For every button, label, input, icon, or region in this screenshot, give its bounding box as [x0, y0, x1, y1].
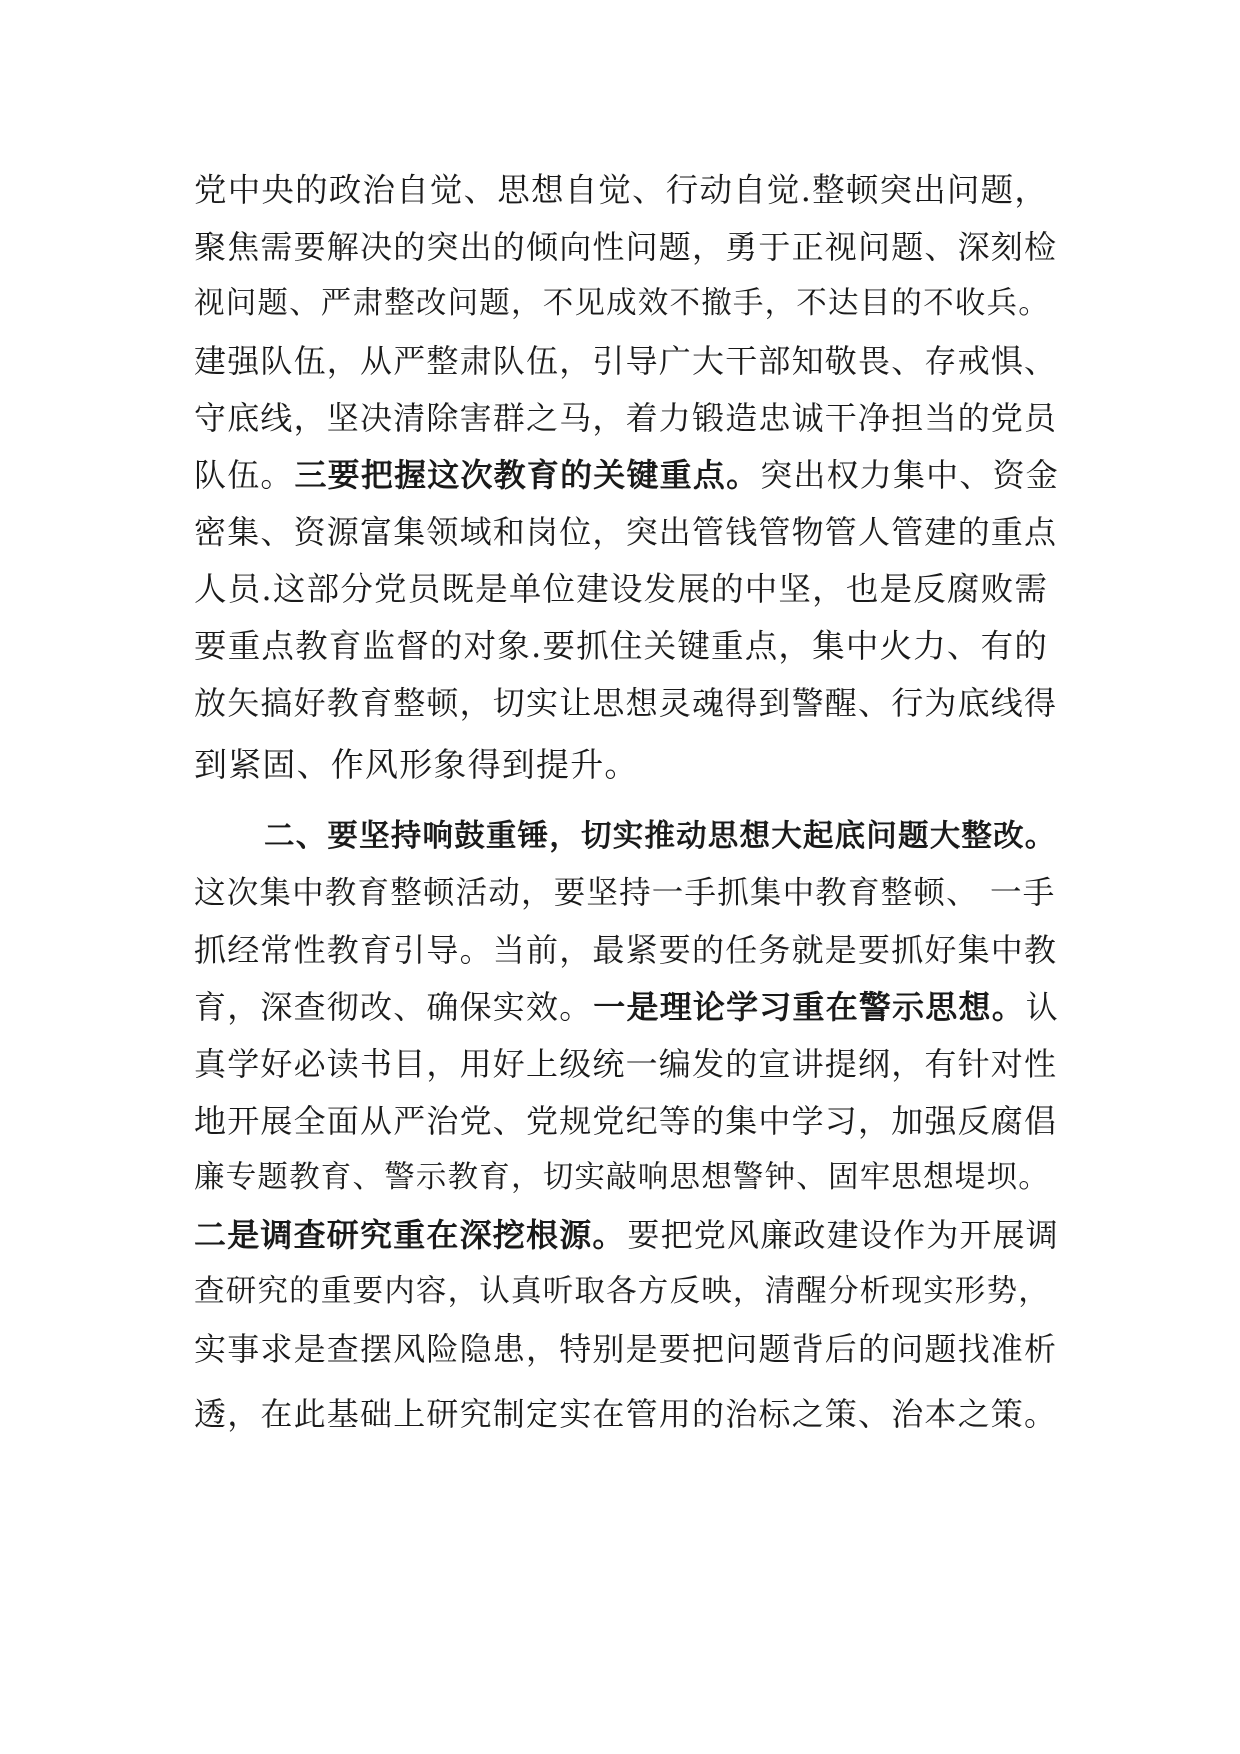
text-line: 实事求是查摆风险隐患，特别是要把问题背后的问题找准析 [194, 1330, 1058, 1368]
text-line-mixed [194, 1213, 1059, 1257]
text-line-mixed [194, 985, 1059, 1029]
bold-subheading: 三要把握这次教育的关键重点。 [294, 456, 760, 494]
text-line: 查研究的重要内容，认真听取各方反映，清醒分析现实形势， [194, 1274, 1050, 1309]
text-line: 抓经常性教育引导。当前，最紧要的任务就是要抓好集中教 [194, 931, 1058, 969]
text-line: 真学好必读书目，用好上级统一编发的宣讲提纲，有针对性 [194, 1045, 1058, 1083]
text-line: 到紧固、作风形象得到提升。 [194, 745, 639, 784]
bold-subheading: 一是理论学习重在警示思想。 [593, 988, 1025, 1026]
text-line: 放矢搞好教育整顿，切实让思想灵魂得到警醒、行为底线得 [194, 684, 1058, 722]
text-line: 视问题、严肃整改问题，不见成效不撤手，不达目的不收兵。 [194, 286, 1050, 321]
text-run: 要把党风廉政建设作为开展调 [627, 1216, 1059, 1254]
text-run: 突出权力集中、资金 [760, 456, 1059, 494]
text-line: 聚焦需要解决的突出的倾向性问题，勇于正视问题、深刻检 [194, 228, 1058, 266]
text-line: 透，在此基础上研究制定实在管用的治标之策、治本之策。 [194, 1395, 1058, 1433]
bold-subheading: 二是调查研究重在深挖根源。 [194, 1216, 626, 1254]
text-line: 地开展全面从严治党、党规党纪等的集中学习，加强反腐倡 [194, 1102, 1058, 1140]
text-line: 人员.这部分党员既是单位建设发展的中坚，也是反腐败需 [194, 570, 1049, 608]
text-line: 党中央的政治自觉、思想自觉、行动自觉.整顿突出问题， [194, 171, 1049, 209]
text-line: 廉专题教育、警示教育，切实敲响思想警钟、固牢思想堤坝。 [194, 1160, 1050, 1195]
section-heading: 二、要坚持响鼓重锤，切实推动思想大起底问题大整改。 [264, 818, 1057, 854]
text-line: 守底线，坚决清除害群之马，着力锻造忠诚干净担当的党员 [194, 399, 1058, 437]
text-line: 建强队伍，从严整肃队伍，引导广大干部知敬畏、存戒惧、 [194, 342, 1058, 380]
text-line-mixed [194, 453, 1059, 497]
text-run: 队伍。 [194, 456, 294, 494]
text-run: 认 [1025, 988, 1059, 1026]
text-run: 育，深查彻改、确保实效。 [194, 988, 593, 1026]
text-line: 要重点教育监督的对象.要抓住关键重点，集中火力、有的 [194, 627, 1049, 665]
text-line: 密集、资源富集领域和岗位，突出管钱管物管人管建的重点 [194, 513, 1058, 551]
text-line: 这次集中教育整顿活动，要坚持一手抓集中教育整顿、 一手 [194, 875, 1056, 911]
